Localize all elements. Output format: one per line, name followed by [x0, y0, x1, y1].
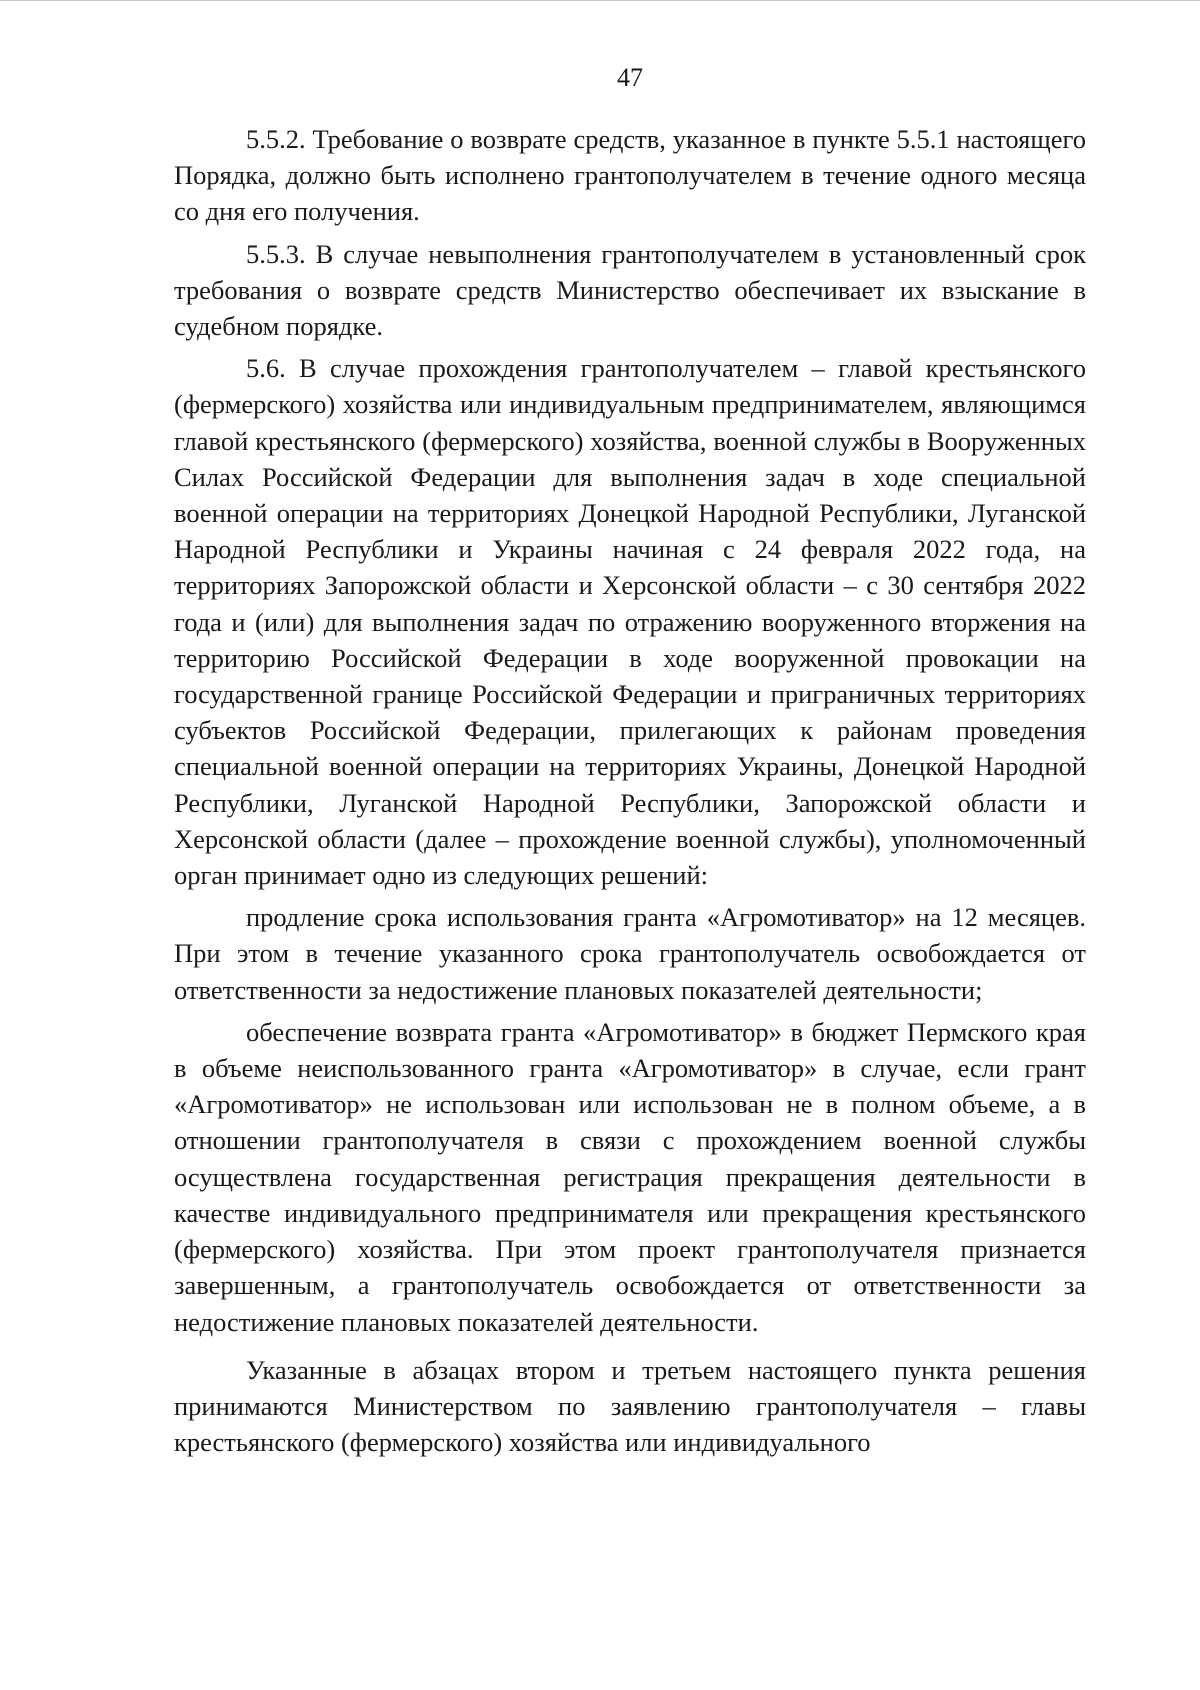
paragraph-5-6: 5.6. В случае прохождения грантополучателем – главой крестьянского (фермерского) хозяйства или индивидуальным предпринимателем, являющимся главой крестьянского (фермерского) хозяйства, военной службы в Вооруженных Силах Российской Федерации для выполнения задач в ходе специальной военной операции на территориях Донецкой Народной Республики, Луганской Народной Республики и Украины начиная с 24 февраля 2022 года, на территориях Запорожской области и Херсонской области – с 30 сентября 2022 года и (или) для выполнения задач по отражению вооруженного вторжения на территорию Российской Федерации в ходе вооруженной провокации на государственной границе Российской Федерации и приграничных территориях субъектов Российской Федерации, прилегающих к районам проведения специальной военной операции на территориях Украины, Донецкой Народной Республики, Луганской Народной Республики, Запорожской области и Херсонской области (далее – прохождение военной службы), уполномоченный орган принимает одно из следующих решений:	[174, 353, 1086, 891]
paragraph-decision-procedure: Указанные в абзацах втором и третьем настоящего пункта решения принимаются Министерством по заявлению грантополучателя – главы крестьянского (фермерского) хозяйства или индивидуального	[174, 1354, 1086, 1458]
page-number: 47	[617, 63, 643, 92]
paragraph-refund-decision: обеспечение возврата гранта «Агромотиватор» в бюджет Пермского края в объеме неиспользованного гранта «Агромотиватор» в случае, если грант «Агромотиватор» не использован или использован не в полном объеме, а в отношении грантополучателя в связи с прохождением военной службы осуществлена государственная регистрация прекращения деятельности в качестве индивидуального предпринимателя или прекращения крестьянского (фермерского) хозяйства. При этом проект грантополучателя признается завершенным, а грантополучатель освобождается от ответственности за недостижение плановых показателей деятельности.	[174, 1016, 1086, 1337]
paragraph-5-5-2: 5.5.2. Требование о возврате средств, указанное в пункте 5.5.1 настоящего Порядка, должно быть исполнено грантополучателем в течение одного месяца со дня его получения.	[174, 124, 1086, 227]
paragraph-5-5-3: 5.5.3. В случае невыполнения грантополучателем в установленный срок требования о возврате средств Министерство обеспечивает их взыскание в судебном порядке.	[174, 238, 1086, 342]
paragraph-extension-decision: продление срока использования гранта «Агромотиватор» на 12 месяцев. При этом в течение указанного срока грантополучатель освобождается от ответственности за недостижение плановых показателей деятельности;	[174, 902, 1086, 1005]
document-body	[174, 121, 1086, 1460]
